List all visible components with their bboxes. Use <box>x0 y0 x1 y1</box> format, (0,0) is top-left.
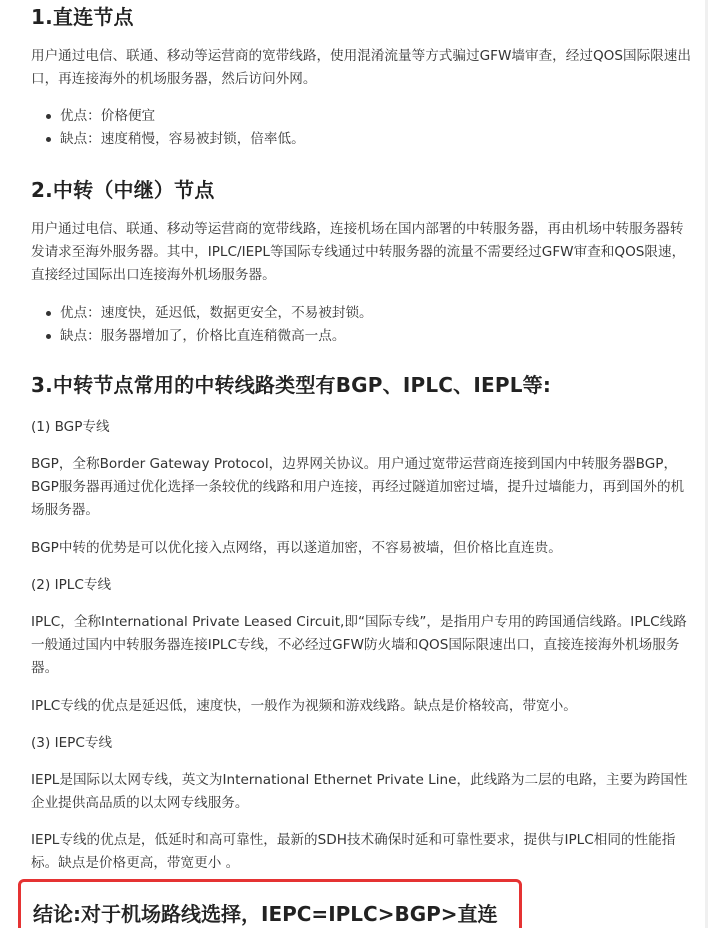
paragraph-bgp-advantage: BGP中转的优势是可以优化接入点网络，再以遂道加密，不容易被墙，但价格比直连贵。 <box>31 540 562 556</box>
paragraph-iepl-advantage: IEPL专线的优点是，低延时和高可靠性，最新的SDH技术确保时延和可靠性要求，提供与IPLC相同的性能指标。缺点是价格更高，带宽更小 。 <box>31 832 676 871</box>
list-item: 缺点：速度稍慢，容易被封锁，倍率低。 <box>46 128 305 151</box>
subheading-iplc: (2) IPLC专线 <box>31 577 112 593</box>
conclusion-highlight-box <box>18 879 522 928</box>
list-item: 优点：速度快，延迟低，数据更安全，不易被封锁。 <box>46 302 373 325</box>
paragraph-relay-node: 用户通过电信、联通、移动等运营商的宽带线路，连接机场在国内部署的中转服务器，再由机场中转服务器转发请求至海外服务器。其中，IPLC/IEPL等国际专线通过中转服务器的流量不需要经过GFW审查和QOS限速，直接经过国际出口连接海外机场服务器。 <box>31 221 686 283</box>
bullet-icon <box>46 311 51 316</box>
list-item: 优点：价格便宜 <box>46 105 305 128</box>
list-direct-node <box>46 105 305 151</box>
subheading-bgp: (1) BGP专线 <box>31 419 110 435</box>
heading-direct-node: 1.直连节点 <box>31 5 134 29</box>
conclusion-heading: 结论:对于机场路线选择，IEPC=IPLC>BGP>直连 <box>33 902 498 926</box>
paragraph-direct-node: 用户通过电信、联通、移动等运营商的宽带线路，使用混淆流量等方式骗过GFW墙审查，经过QOS国际限速出口，再连接海外的机场服务器，然后访问外网。 <box>31 48 691 87</box>
paragraph-iepl-definition: IEPL是国际以太网专线，英文为International Ethernet Private Line，此线路为二层的电路，主要为跨国性企业提供高品质的以太网专线服务。 <box>31 772 688 811</box>
heading-relay-node: 2.中转（中继）节点 <box>31 178 215 202</box>
list-relay-node <box>46 302 373 348</box>
bullet-icon <box>46 334 51 339</box>
subheading-iepc: (3) IEPC专线 <box>31 735 113 751</box>
heading-relay-line-types: 3.中转节点常用的中转线路类型有BGP、IPLC、IEPL等: <box>31 373 552 397</box>
paragraph-iplc-definition: IPLC，全称International Private Leased Circuit,即“国际专线”，是指用户专用的跨国通信线路。IPLC线路一般通过国内中转服务器连接IPLC专线，不必经过GFW防火墙和QOS国际限速出口，直接连接海外机场服务器。 <box>31 614 687 676</box>
paragraph-iplc-advantage: IPLC专线的优点是延迟低，速度快，一般作为视频和游戏线路。缺点是价格较高，带宽小。 <box>31 698 577 714</box>
list-item: 缺点：服务器增加了，价格比直连稍微高一点。 <box>46 325 373 348</box>
bullet-icon <box>46 137 51 142</box>
bullet-icon <box>46 114 51 119</box>
paragraph-bgp-definition: BGP，全称Border Gateway Protocol，边界网关协议。用户通过宽带运营商连接到国内中转服务器BGP，BGP服务器再通过优化选择一条较优的线路和用户连接，再经过隧道加密过墙，提升过墙能力，再到国外的机场服务器。 <box>31 456 685 518</box>
